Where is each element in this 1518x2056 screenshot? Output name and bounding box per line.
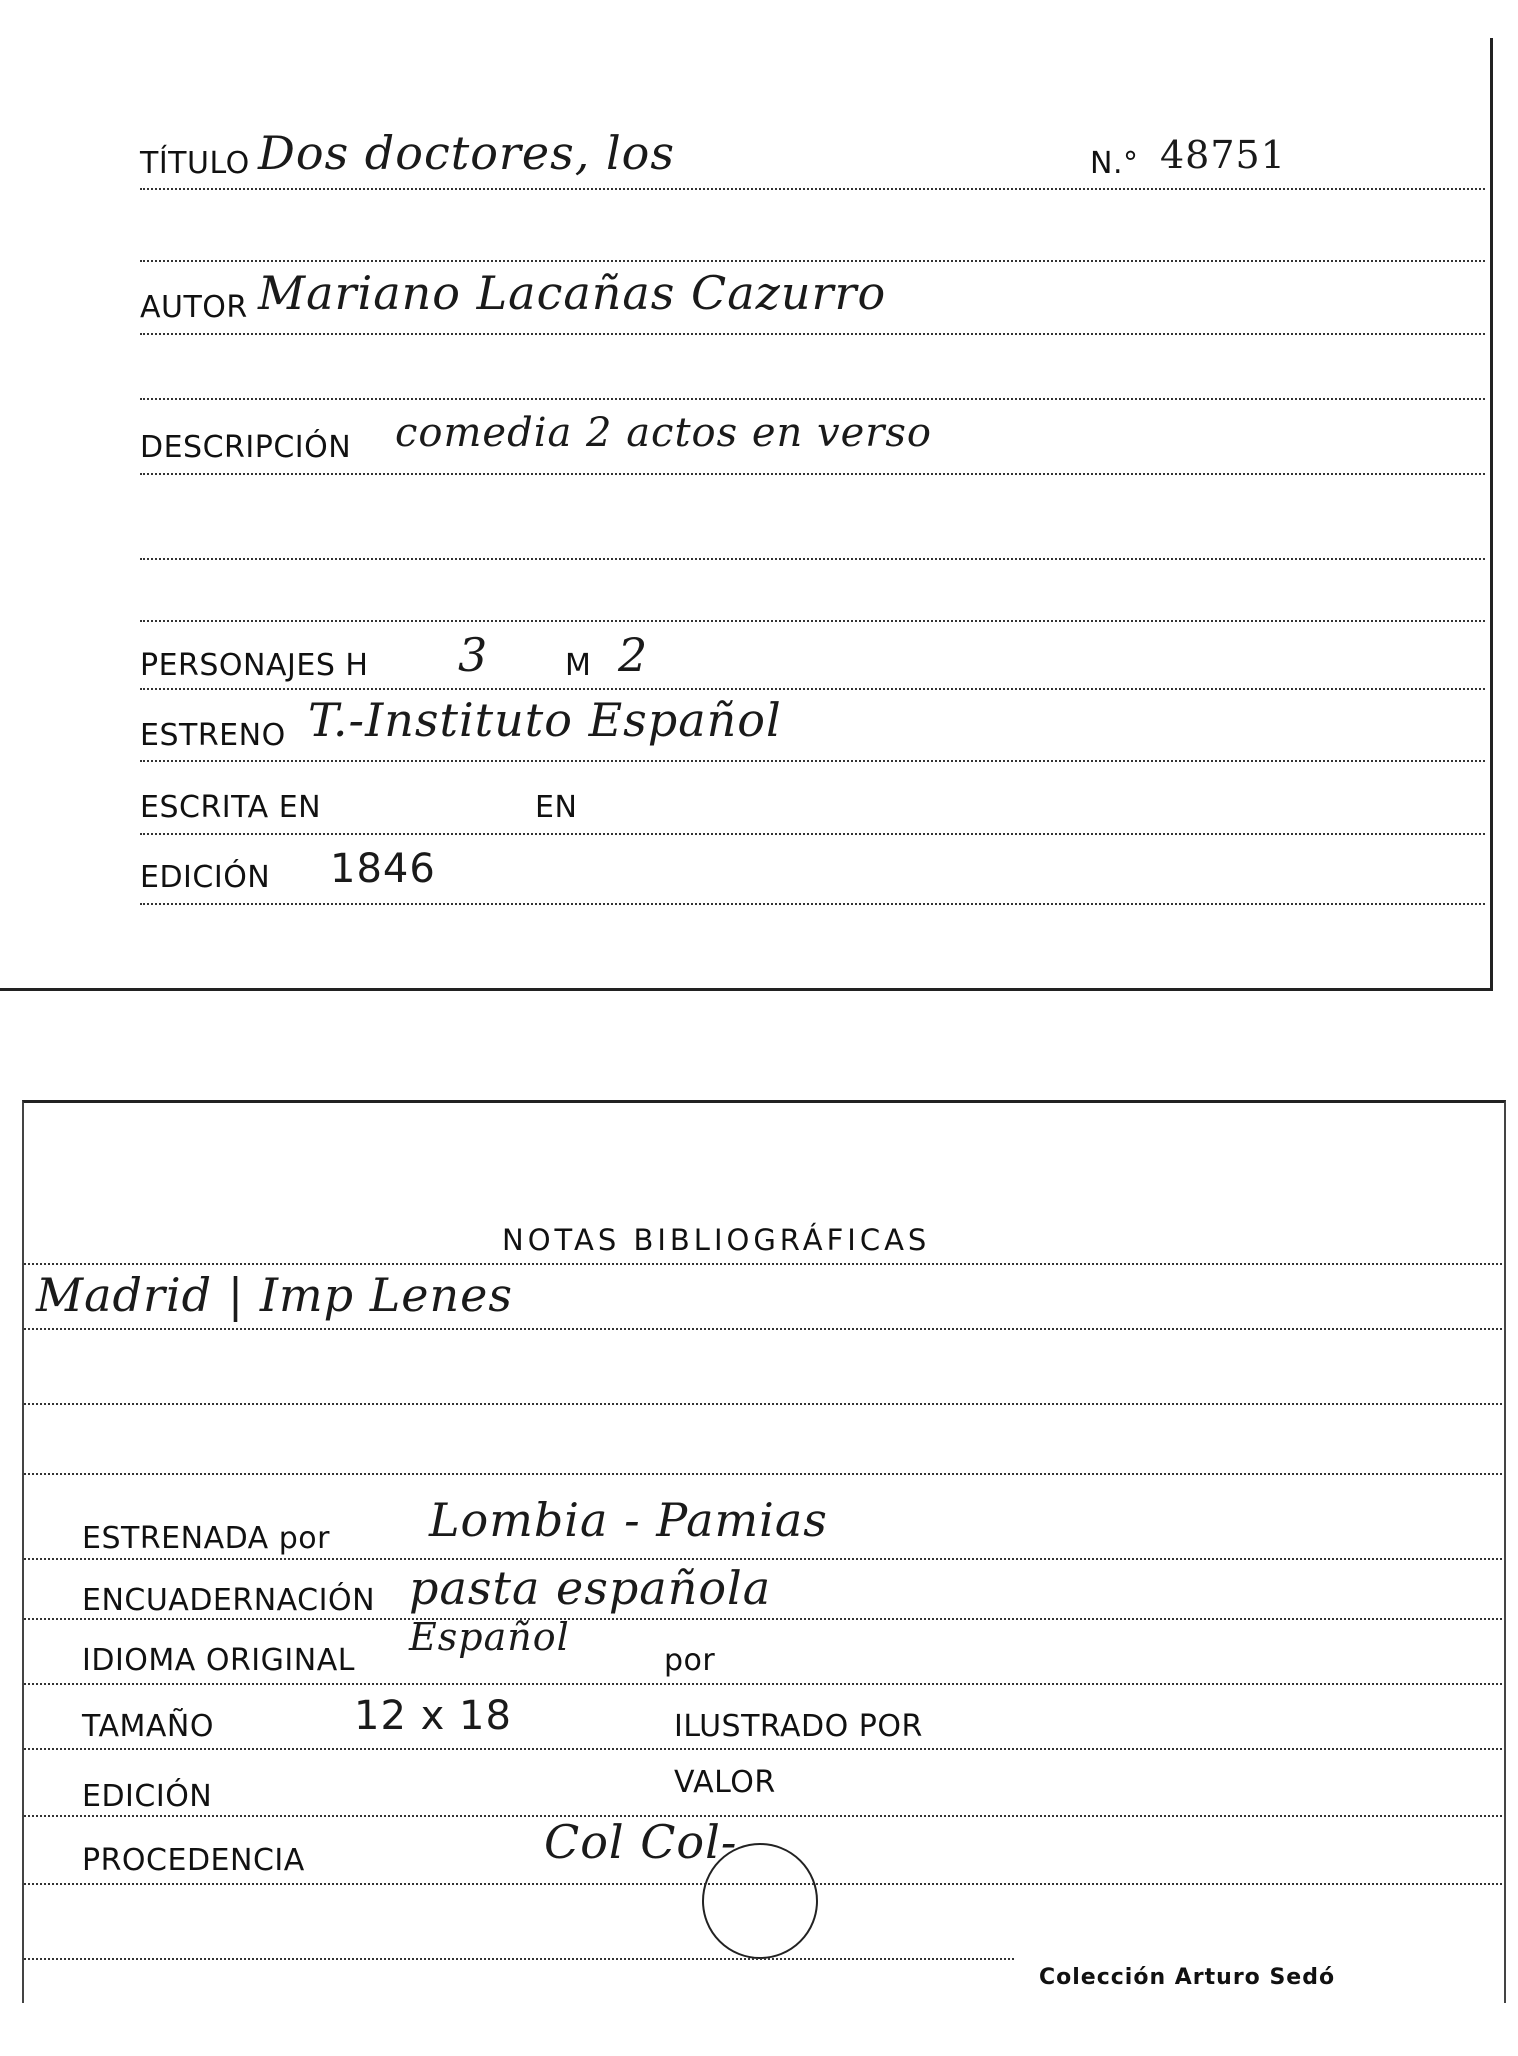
- estreno-value: T.-Instituto Español: [308, 693, 782, 747]
- autor-line: [140, 333, 1485, 335]
- personajes-line: [140, 688, 1485, 690]
- personajes-h-value: 3: [458, 628, 489, 682]
- personajes-m-label: M: [565, 648, 592, 683]
- estrenada-label: ESTRENADA por: [82, 1521, 330, 1556]
- tamano-label: TAMAÑO: [82, 1709, 214, 1744]
- tamano-value: 12 x 18: [354, 1693, 512, 1739]
- spacer-line-1: [140, 260, 1485, 262]
- por-label: por: [664, 1643, 716, 1678]
- encuadernacion-value: pasta española: [409, 1561, 772, 1615]
- catalog-card-back: [22, 1100, 1506, 2003]
- spacer-line-6: [24, 1473, 1502, 1475]
- spacer-line-4: [140, 620, 1485, 622]
- descripcion-value: comedia 2 actos en verso: [395, 410, 933, 456]
- idioma-label: IDIOMA ORIGINAL: [82, 1643, 355, 1678]
- back-edicion-label: EDICIÓN: [82, 1779, 213, 1814]
- autor-value: Mariano Lacañas Cazurro: [258, 266, 887, 320]
- idioma-value: Español: [409, 1615, 570, 1659]
- spacer-line-3: [140, 558, 1485, 560]
- procedencia-label: PROCEDENCIA: [82, 1843, 305, 1878]
- estrenada-line: [24, 1558, 1502, 1560]
- encuadernacion-line: [24, 1618, 1502, 1620]
- titulo-label: TÍTULO: [140, 146, 250, 181]
- numero-label: N.°: [1090, 146, 1139, 181]
- valor-label: VALOR: [674, 1765, 776, 1800]
- estrenada-value: Lombia - Pamias: [429, 1493, 828, 1547]
- personajes-m-value: 2: [618, 628, 649, 682]
- catalog-card-front: [0, 38, 1493, 991]
- coleccion-label: Colección Arturo Sedó: [1039, 1965, 1336, 1990]
- estreno-label: ESTRENO: [140, 718, 286, 753]
- escrita-en-label: ESCRITA EN: [140, 790, 322, 825]
- spacer-line-5: [24, 1403, 1502, 1405]
- edicion-line: [140, 903, 1485, 905]
- numero-value: 48751: [1160, 133, 1286, 177]
- notas-title: NOTAS BIBLIOGRÁFICAS: [502, 1223, 931, 1257]
- descripcion-label: DESCRIPCIÓN: [140, 430, 352, 465]
- en-label: EN: [535, 790, 578, 825]
- notas-value: Madrid | Imp Lenes: [36, 1268, 513, 1322]
- titulo-line: [140, 188, 1485, 190]
- notas-value-line: [24, 1328, 1502, 1330]
- escrita-line: [140, 833, 1485, 835]
- edicion-value: 1846: [330, 846, 436, 892]
- notas-line: [24, 1263, 1502, 1265]
- encuadernacion-label: ENCUADERNACIÓN: [82, 1583, 376, 1618]
- tamano-line: [24, 1748, 1502, 1750]
- personajes-label: PERSONAJES H: [140, 648, 369, 683]
- descripcion-line: [140, 473, 1485, 475]
- edicion-label: EDICIÓN: [140, 860, 271, 895]
- stamp-circle: [702, 1843, 818, 1959]
- ilustrado-label: ILUSTRADO POR: [674, 1709, 923, 1744]
- autor-label: AUTOR: [140, 290, 248, 325]
- bottom-line: [24, 1958, 1014, 1960]
- edicion-back-line: [24, 1815, 1502, 1817]
- idioma-line: [24, 1683, 1502, 1685]
- estreno-line: [140, 760, 1485, 762]
- titulo-value: Dos doctores, los: [258, 126, 675, 180]
- procedencia-value: Col Col-: [544, 1815, 738, 1869]
- spacer-line-2: [140, 398, 1485, 400]
